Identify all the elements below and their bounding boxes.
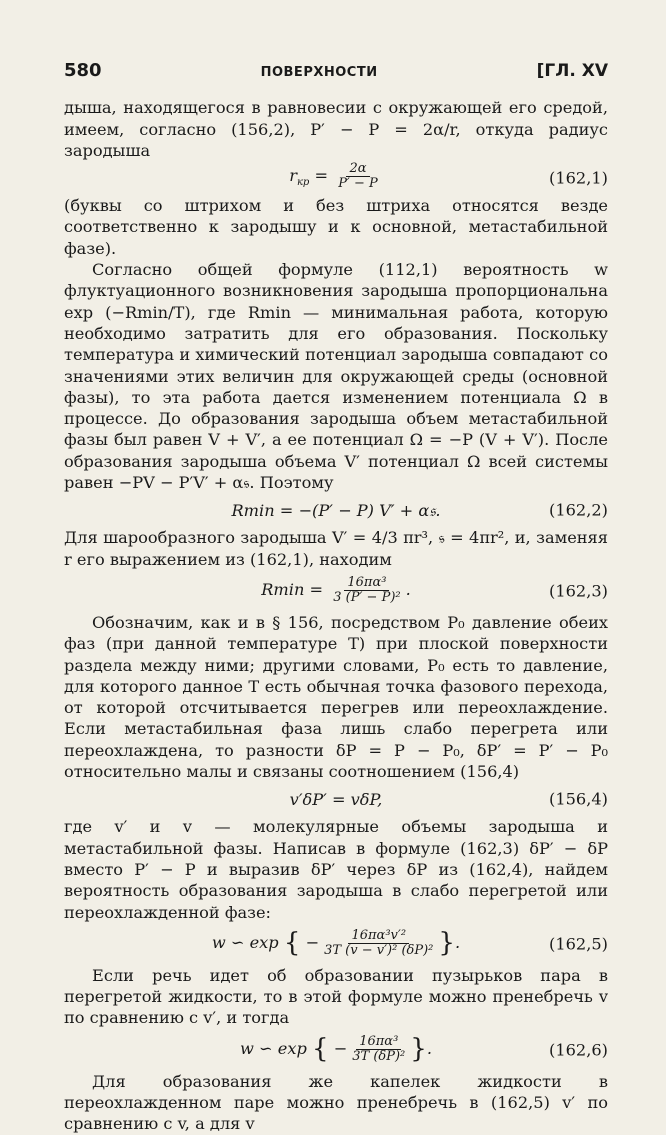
paragraph-2: (буквы со штрихом и без штриха относятся везде соответственно к зародышу и к основной, метастабильной фазе).	[64, 196, 608, 258]
fraction: $\frac{\text{16πα³}}{\text{3T (δP)²}}$	[352, 1034, 406, 1065]
equation-162-1: $r_{кр}$ = $\frac{2\alpha}{P' - P}$ (162,1)	[289, 161, 608, 192]
equation-162-6: w ∽ exp { − $\frac{\text{16πα³}}{\text{3T (δP)²}}$ }. (162,6)	[240, 1034, 608, 1065]
equation-number: (162,3)	[549, 581, 608, 601]
paragraph-4: Для шарообразного зародыша V′ = 4/3 πr³, 𝔰 = 4πr², и, заменяя r его выражением из (162,1), находим	[64, 528, 608, 569]
equation-156-4: v′δP′ = vδP, (156,4)	[289, 789, 608, 809]
fraction: $\frac{2\alpha}{P' - P}$	[338, 161, 378, 192]
paragraph-6: где v′ и v — молекулярные объемы зародыша и метастабильной фазы. Написав в формуле (162,3) δP′ − δP вместо P′ − P и выразив δP′ через δP из (162,4), найдем вероятность образования зародыша в слабо перегретой или переохлажденной фазе:	[64, 817, 608, 922]
equation-162-3: Rmin = $\frac{\text{16πα³}}{\text{3 (P′ − P)²}}$ . (162,3)	[261, 575, 608, 606]
fraction: $\frac{\text{16πα³v′²}}{\text{3T (v − v′)² (δP)²}}$	[324, 928, 434, 959]
equation-162-2: Rmin = −(P′ − P) V′ + α𝔰. (162,2)	[231, 500, 608, 520]
paragraph-7: Если речь идет об образовании пузырьков пара в перегретой жидкости, то в этой формуле можно пренебречь v по сравнению с v′, и тогда	[64, 965, 608, 1028]
running-title: ПОВЕРХНОСТИ	[260, 65, 378, 80]
equation-162-5: w ∽ exp { − $\frac{\text{16πα³v′²}}{\text{3T (v − v′)² (δP)²}}$ }. (162,5)	[211, 928, 608, 959]
equation-number: (162,6)	[549, 1040, 608, 1060]
fraction: $\frac{\text{16πα³}}{\text{3 (P′ − P)²}}$	[333, 575, 401, 606]
equation-number: (162,1)	[549, 168, 608, 188]
paragraph-5: Обозначим, как и в § 156, посредством P₀ давление обеих фаз (при данной температуре T) при плоской поверхности раздела между ними; другими словами, P₀ есть то давление, для которого данное T есть обычная точка фазового перехода, от которой отсчитывается перегрев или переохлаждение. Если метастабильная фаза лишь слабо перегрета или переохлаждена, то разности δP = P − P₀, δP′ = P′ − P₀ относительно малы и связаны соотношением (156,4)	[64, 612, 608, 782]
equation-number: (162,5)	[549, 934, 608, 954]
equation-number: (156,4)	[549, 789, 608, 809]
paragraph-3: Согласно общей формуле (112,1) вероятность w флуктуационного возникновения зародыша пропорциональна exp (−Rmin/T), где Rmin — минимальная работа, которую необходимо затратить для его образования. Поскольку температура и химический потенциал зародыша совпадают со значениями этих величин для окружающей среды (основной фазы), то эта работа дается изменением потенциала Ω в процессе. До образования зародыша объем метастабильной фазы был равен V + V′, а ее потенциал Ω = −P (V + V′). После образования зародыша объема V′ потенциал Ω всей системы равен −PV − P′V′ + α𝔰. Поэтому	[64, 260, 608, 493]
paragraph-1: дыша, находящегося в равновесии с окружающей его средой, имеем, согласно (156,2), P′ − P = 2α/r, откуда радиус зародыша	[64, 98, 608, 160]
equation-number: (162,2)	[549, 500, 608, 520]
paragraph-8: Для образования же капелек жидкости в переохлажденном паре можно пренебречь в (162,5) v′ по сравнению с v, а для v	[64, 1071, 608, 1134]
page-header	[64, 60, 608, 83]
chapter-label: [ГЛ. XV	[536, 61, 608, 81]
page-number: 580	[64, 60, 102, 81]
